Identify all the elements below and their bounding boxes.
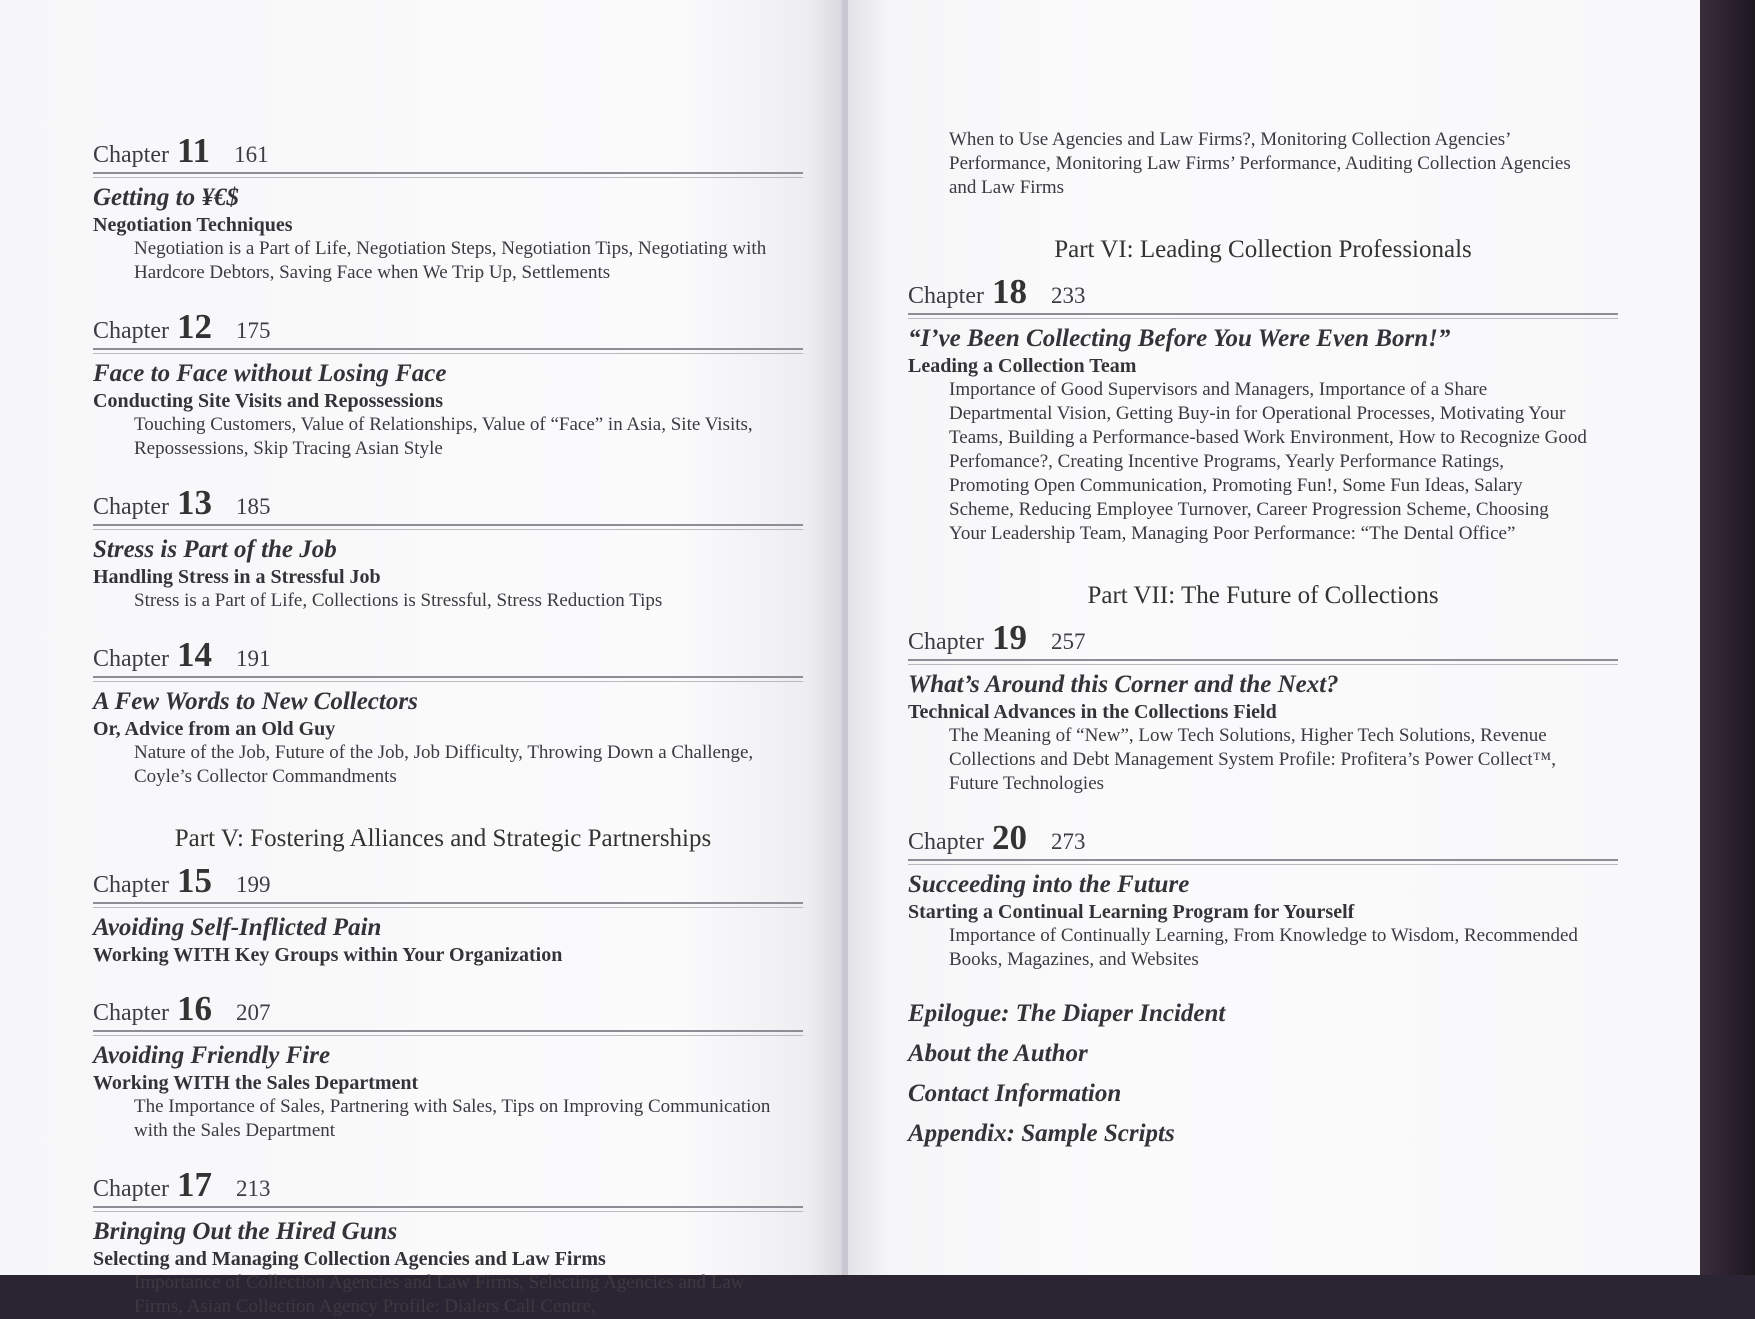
chapter-page-number: 257 bbox=[1050, 629, 1086, 654]
chapter-label: Chapter bbox=[908, 283, 984, 309]
backmatter-item: Appendix: Sample Scripts bbox=[908, 1120, 1175, 1147]
part-heading: Part VII: The Future of Collections bbox=[1087, 582, 1439, 609]
chapter-list bbox=[908, 618, 1670, 972]
chapter-subtitle: Negotiation Techniques bbox=[93, 214, 293, 236]
chapter-page-number: 191 bbox=[235, 646, 271, 671]
chapter-page-number: 185 bbox=[235, 494, 271, 519]
chapter-list bbox=[93, 861, 812, 1319]
chapter-page-number: 233 bbox=[1050, 283, 1086, 308]
chapter-entry bbox=[908, 618, 1670, 796]
chapter-subtitle: Technical Advances in the Collections Field bbox=[908, 701, 1277, 723]
chapter-topics-continued: When to Use Agencies and Law Firms?, Monitoring Collection Agencies’ Performance, Monitoring Law Firms’ Performance, Auditing Collection Agencies and Law Firms bbox=[949, 129, 1571, 198]
chapter-title: Getting to ¥€$ bbox=[93, 184, 239, 211]
chapter-header bbox=[93, 1165, 812, 1205]
chapter-entry bbox=[93, 1165, 812, 1319]
chapter-header bbox=[93, 131, 812, 171]
chapter-label: Chapter bbox=[93, 1000, 169, 1026]
chapter-number: 14 bbox=[176, 635, 212, 674]
chapter-list bbox=[93, 131, 812, 789]
chapter-subtitle: Selecting and Managing Collection Agencies and Law Firms bbox=[93, 1248, 606, 1270]
chapter-topics: Stress is a Part of Life, Collections is Stressful, Stress Reduction Tips bbox=[134, 590, 663, 611]
backmatter-item: Epilogue: The Diaper Incident bbox=[908, 1000, 1226, 1027]
chapter-topics: Importance of Good Supervisors and Managers, Importance of a Share Departmental Vision, Getting Buy-in for Operational Processes, Motivating Your Teams, Building a Performance-based Work Environment, How to Recognize Good Perfomance?, Creating Incentive Programs, Yearly Performance Ratings, Promoting Open Communication, Promoting Fun!, Some Fun Ideas, Salary Scheme, Reducing Employee Turnover, Career Progression Scheme, Choosing Your Leadership Team, Managing Poor Performance: “The Dental Office” bbox=[949, 379, 1587, 544]
chapter-label: Chapter bbox=[908, 629, 984, 655]
chapter-header bbox=[93, 307, 812, 347]
chapter-rule bbox=[908, 859, 1618, 865]
backmatter-list bbox=[908, 994, 1670, 1154]
chapter-title: Bringing Out the Hired Guns bbox=[93, 1218, 398, 1245]
chapter-number: 15 bbox=[176, 861, 212, 900]
chapter-number: 12 bbox=[176, 307, 212, 346]
chapter-topics: The Importance of Sales, Partnering with Sales, Tips on Improving Communication with the Sales Department bbox=[134, 1096, 771, 1141]
left-page bbox=[0, 0, 842, 1317]
chapter-rule bbox=[93, 1030, 803, 1036]
chapter-title: “I’ve Been Collecting Before You Were Even Born!” bbox=[908, 325, 1451, 352]
chapter-number: 16 bbox=[176, 989, 212, 1028]
chapter-subtitle: Leading a Collection Team bbox=[908, 355, 1137, 377]
chapter-number: 17 bbox=[176, 1165, 212, 1204]
chapter-title: A Few Words to New Collectors bbox=[93, 688, 418, 715]
chapter-label: Chapter bbox=[93, 646, 169, 672]
chapter-subtitle: Or, Advice from an Old Guy bbox=[93, 718, 336, 740]
chapter-header bbox=[93, 861, 812, 901]
chapter-entry bbox=[93, 989, 812, 1143]
chapter-header bbox=[93, 635, 812, 675]
chapter-label: Chapter bbox=[908, 829, 984, 855]
chapter-rule bbox=[93, 676, 803, 682]
chapter-entry bbox=[93, 307, 812, 461]
chapter-title: Avoiding Self-Inflicted Pain bbox=[93, 914, 382, 941]
chapter-header bbox=[908, 818, 1670, 858]
chapter-title: Face to Face without Losing Face bbox=[93, 360, 447, 387]
chapter-label: Chapter bbox=[93, 872, 169, 898]
chapter-title: What’s Around this Corner and the Next? bbox=[908, 671, 1339, 698]
right-page bbox=[848, 0, 1700, 1275]
chapter-title: Avoiding Friendly Fire bbox=[93, 1042, 331, 1069]
book-cover-edge bbox=[1700, 0, 1755, 1275]
chapter-page-number: 161 bbox=[234, 142, 269, 167]
chapter-header bbox=[93, 483, 812, 523]
chapter-rule bbox=[908, 313, 1618, 319]
chapter-subtitle: Starting a Continual Learning Program for Yourself bbox=[908, 901, 1355, 923]
chapter-number: 19 bbox=[991, 618, 1027, 657]
chapter-list bbox=[908, 272, 1670, 546]
chapter-entry bbox=[908, 272, 1670, 546]
chapter-page-number: 175 bbox=[235, 318, 271, 343]
part-heading: Part V: Fostering Alliances and Strategic Partnerships bbox=[174, 825, 712, 852]
chapter-entry bbox=[908, 818, 1670, 972]
chapter-label: Chapter bbox=[93, 142, 169, 168]
chapter-number: 13 bbox=[176, 483, 212, 522]
chapter-label: Chapter bbox=[93, 318, 169, 344]
chapter-title: Succeeding into the Future bbox=[908, 871, 1190, 898]
chapter-topics: Touching Customers, Value of Relationships, Value of “Face” in Asia, Site Visits, Repossessions, Skip Tracing Asian Style bbox=[134, 414, 753, 459]
chapter-label: Chapter bbox=[93, 494, 169, 520]
chapter-rule bbox=[93, 348, 803, 354]
backmatter-item: About the Author bbox=[908, 1040, 1088, 1067]
chapter-entry bbox=[93, 635, 812, 789]
chapter-topics: Importance of Collection Agencies and Law Firms, Selecting Agencies and Law Firms, Asian Collection Agency Profile: Dialers Call Centre, bbox=[134, 1272, 745, 1317]
chapter-number: 11 bbox=[176, 131, 211, 170]
chapter-page-number: 273 bbox=[1050, 829, 1086, 854]
chapter-rule bbox=[908, 659, 1618, 665]
chapter-page-number: 199 bbox=[235, 872, 271, 897]
chapter-header bbox=[908, 618, 1670, 658]
chapter-topics: Importance of Continually Learning, From Knowledge to Wisdom, Recommended Books, Magazines, and Websites bbox=[949, 925, 1578, 970]
chapter-label: Chapter bbox=[93, 1176, 169, 1202]
chapter-rule bbox=[93, 1206, 803, 1212]
chapter-subtitle: Working WITH Key Groups within Your Organization bbox=[93, 944, 563, 966]
chapter-subtitle: Conducting Site Visits and Repossessions bbox=[93, 390, 444, 412]
chapter-entry bbox=[93, 483, 812, 613]
chapter-header bbox=[908, 272, 1670, 312]
chapter-topics: Negotiation is a Part of Life, Negotiation Steps, Negotiation Tips, Negotiating with Hardcore Debtors, Saving Face when We Trip Up, Settlements bbox=[134, 238, 767, 283]
chapter-topics: The Meaning of “New”, Low Tech Solutions, Higher Tech Solutions, Revenue Collections and Debt Management System Profile: Profitera’s Power Collect™, Future Technologies bbox=[949, 725, 1556, 794]
chapter-subtitle: Working WITH the Sales Department bbox=[93, 1072, 419, 1094]
part-heading: Part VI: Leading Collection Professionals bbox=[1054, 236, 1472, 263]
chapter-title: Stress is Part of the Job bbox=[93, 536, 337, 563]
chapter-header bbox=[93, 989, 812, 1029]
backmatter-item: Contact Information bbox=[908, 1080, 1122, 1107]
chapter-rule bbox=[93, 524, 803, 530]
chapter-rule bbox=[93, 172, 803, 178]
chapter-topics: Nature of the Job, Future of the Job, Job Difficulty, Throwing Down a Challenge, Coyle’s Collector Commandments bbox=[134, 742, 754, 787]
chapter-number: 20 bbox=[991, 818, 1027, 857]
chapter-page-number: 213 bbox=[235, 1176, 271, 1201]
chapter-subtitle: Handling Stress in a Stressful Job bbox=[93, 566, 381, 588]
chapter-number: 18 bbox=[991, 272, 1027, 311]
chapter-entry bbox=[93, 131, 812, 285]
chapter-page-number: 207 bbox=[235, 1000, 271, 1025]
chapter-rule bbox=[93, 902, 803, 908]
chapter-entry bbox=[93, 861, 812, 967]
